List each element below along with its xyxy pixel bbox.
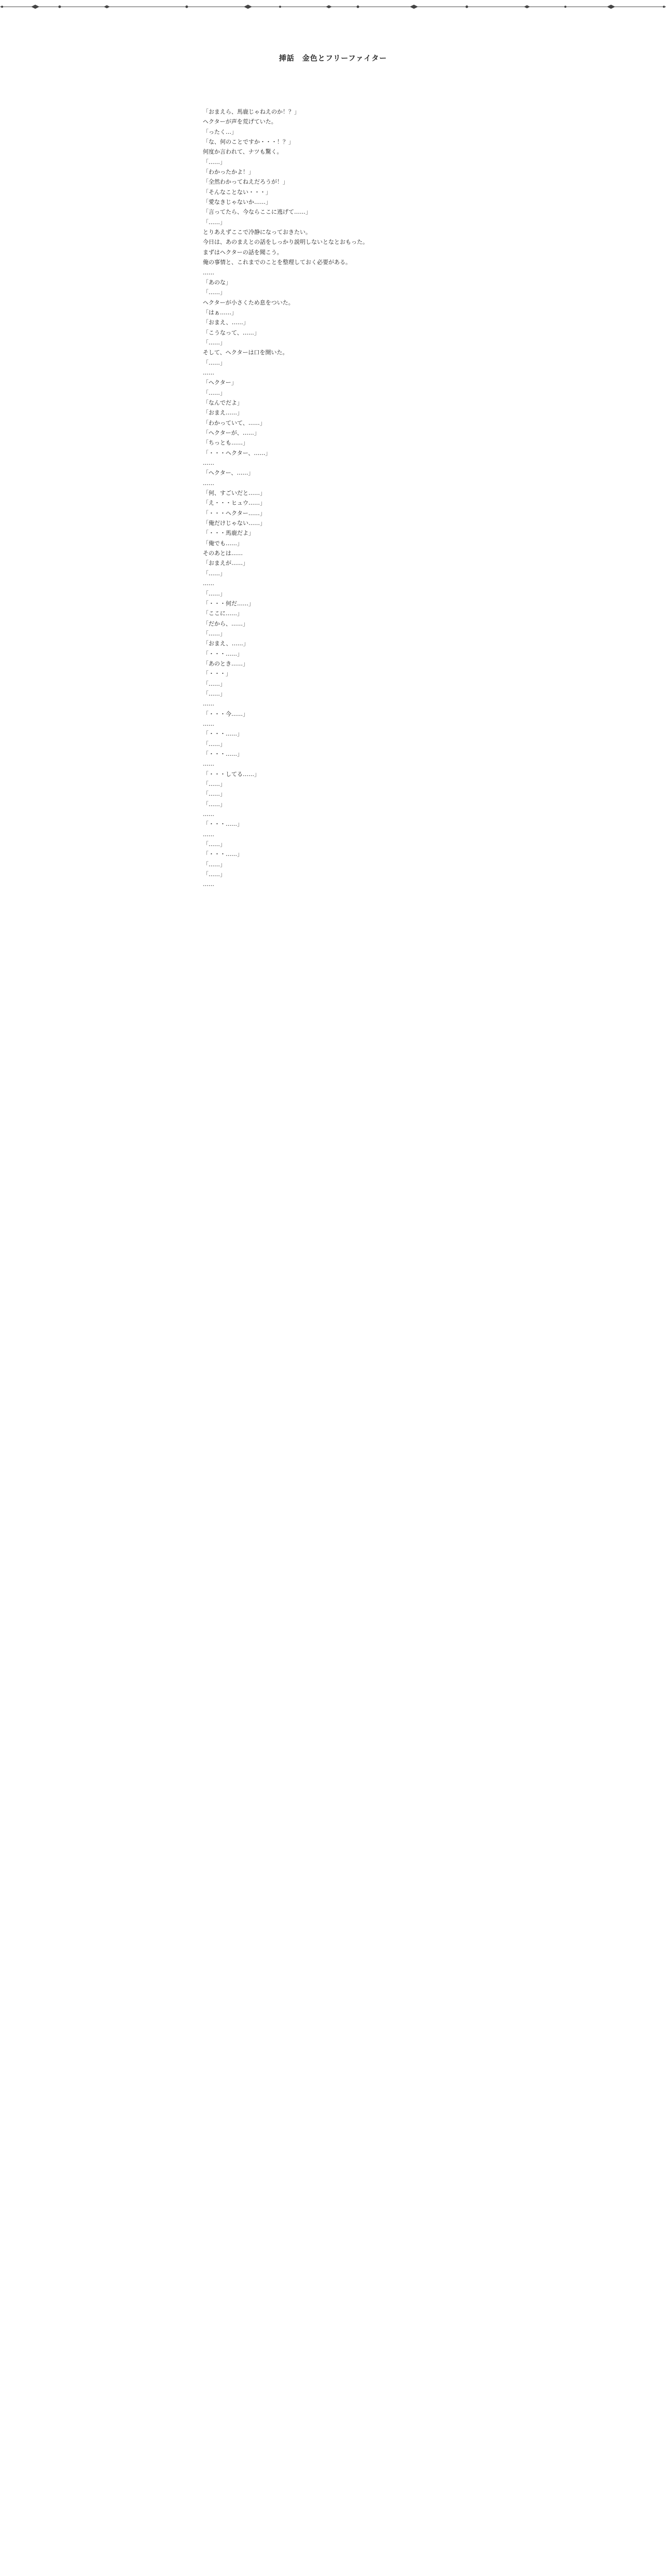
ornament-border-icon (0, 0, 666, 13)
story-line: 「・・・……」 (203, 751, 243, 757)
story-line: 「愛なきじゃないか……」 (203, 199, 271, 206)
story-body (203, 107, 504, 890)
story-line: 「ここに……」 (203, 610, 243, 617)
story-line: 「おまえら、馬鹿じゃねえのか！？」 (203, 108, 300, 115)
decorative-top-border (0, 0, 666, 13)
story-line: 俺の事情と、これまでのことを整理しておく必要がある。 (203, 259, 351, 266)
story-line: 「……」 (203, 740, 226, 747)
story-line: 「え・・・ヒュウ……」 (203, 500, 266, 507)
story-line: そのあとは…… (203, 550, 243, 557)
story-line: 「あのな」 (203, 279, 231, 286)
story-line: 「・・・今……」 (203, 710, 248, 717)
story-line: 「・・・」 (203, 670, 231, 677)
story-line: 「言ってたら、今ならここに逃げて……」 (203, 209, 311, 216)
story-line: 「俺でも……」 (203, 539, 243, 547)
story-line: …… (203, 460, 214, 467)
story-line: …… (203, 269, 214, 276)
story-line: 「ヘクター」 (203, 379, 237, 386)
story-line: 「ったく…」 (203, 128, 237, 135)
story-line: 「・・・馬鹿だよ」 (203, 530, 254, 537)
story-line: 「……」 (203, 800, 226, 808)
story-line: 「・・・……」 (203, 650, 243, 657)
story-line: 「おまえが……」 (203, 560, 248, 567)
story-line: 「おまえ、……」 (203, 319, 249, 326)
story-line: 「・・・してる……」 (203, 770, 260, 778)
story-line: 「俺だけじゃない……」 (203, 520, 266, 527)
story-line: 「……」 (203, 630, 226, 637)
story-line: …… (203, 881, 214, 888)
story-line: 「何、すごいだと……」 (203, 490, 266, 497)
story-line: 「ヘクターが、……」 (203, 430, 260, 436)
story-line: 「……」 (203, 861, 226, 868)
story-line: とりあえずここで冷静になっておきたい。 (203, 229, 311, 236)
story-line: 「こうなって、……」 (203, 329, 260, 336)
story-line: ヘクターが小さくため息をついた。 (203, 299, 294, 306)
story-line: 「……」 (203, 570, 226, 577)
story-line: 「そんなことない・・・」 (203, 188, 271, 196)
story-line: …… (203, 479, 214, 487)
story-line: 何度か言われて、ナツも驚く。 (203, 148, 283, 156)
story-line: 「……」 (203, 871, 226, 878)
story-line: 「・・・……」 (203, 730, 243, 738)
story-title: 挿話 金色とフリーファイター (279, 54, 387, 63)
story-line: 「……」 (203, 791, 226, 798)
story-line: 「ヘクター、……」 (203, 469, 254, 477)
story-line: 「わかったかよ！」 (203, 169, 254, 176)
story-line: 「……」 (203, 158, 226, 165)
story-line: 「・・・……」 (203, 851, 243, 858)
story-line: 「・・・ヘクター……」 (203, 509, 266, 517)
story-line: 「……」 (203, 781, 226, 788)
story-line: 「……」 (203, 339, 226, 346)
story-line: 「ちっとも……」 (203, 439, 248, 447)
story-line: そして、ヘクターは口を開いた。 (203, 349, 288, 356)
story-line: ヘクターが声を荒げていた。 (203, 118, 277, 126)
story-line: 「だから、……」 (203, 620, 248, 627)
story-line: …… (203, 700, 214, 708)
story-line: 「・・・何だ……」 (203, 600, 254, 607)
story-line: 「おまえ……」 (203, 409, 243, 417)
story-line: 「なんでだよ」 (203, 399, 243, 406)
story-line: 「……」 (203, 289, 226, 296)
story-line: 今日は、あのまえとの話をしっかり説明しないとなとおもった。 (203, 239, 368, 246)
story-line: …… (203, 720, 214, 727)
story-line: 「……」 (203, 841, 226, 848)
story-line: 「・・・……」 (203, 821, 243, 828)
story-line: 「はぁ……」 (203, 309, 237, 316)
story-line: 「わかっていて、……」 (203, 419, 266, 426)
story-line: 「おまえ、……」 (203, 640, 249, 647)
story-line: …… (203, 760, 214, 768)
story-line: 「……」 (203, 590, 226, 597)
story-line: …… (203, 811, 214, 818)
story-line: 「全然わかってねえだろうが！」 (203, 178, 288, 186)
story-line: 「・・・ヘクター、……」 (203, 449, 271, 456)
story-line: まずはヘクターの話を聞こう。 (203, 248, 283, 256)
story-line: 「……」 (203, 359, 226, 366)
story-line: 「……」 (203, 680, 226, 687)
story-line: …… (203, 830, 214, 838)
story-line: 「……」 (203, 389, 226, 396)
story-line: 「……」 (203, 218, 226, 226)
story-line: 「……」 (203, 690, 226, 697)
story-line: …… (203, 369, 214, 376)
story-line: 「あのとき……」 (203, 660, 248, 667)
story-line: 「な、何のことですか・・・！？」 (203, 139, 294, 146)
story-line: …… (203, 580, 214, 587)
